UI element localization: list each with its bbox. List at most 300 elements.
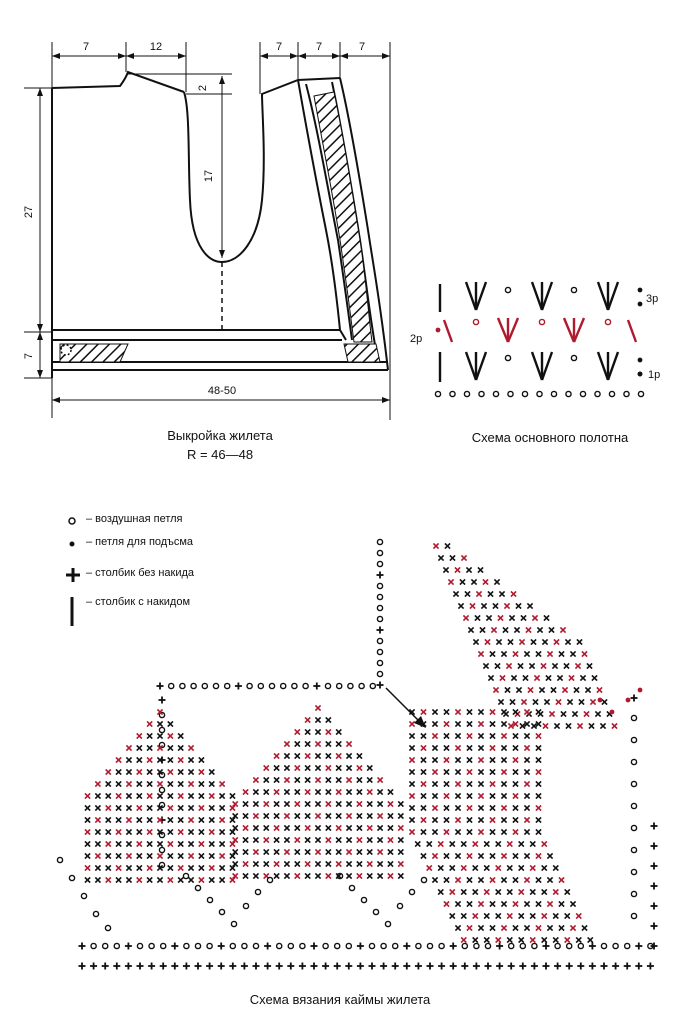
cross-stitch-mark	[467, 745, 472, 750]
sc-stitch-mark	[171, 943, 178, 950]
cross-stitch-mark	[536, 757, 541, 762]
cross-stitch-mark	[178, 793, 183, 798]
cross-stitch-mark	[473, 937, 478, 942]
cross-stitch-mark	[513, 709, 518, 714]
cross-stitch-mark	[455, 757, 460, 762]
cross-stitch-mark	[577, 723, 582, 728]
cross-stitch-mark	[315, 717, 320, 722]
cross-stitch-mark	[188, 829, 193, 834]
cross-stitch-mark	[253, 825, 258, 830]
sc-stitch-mark	[218, 963, 225, 970]
cross-stitch-mark	[295, 849, 300, 854]
cross-stitch-mark	[438, 555, 443, 560]
air-loop-mark	[303, 683, 308, 688]
cross-stitch-mark	[467, 829, 472, 834]
cross-stitch-mark	[536, 805, 541, 810]
cross-stitch-mark	[178, 733, 183, 738]
cross-stitch-mark	[432, 769, 437, 774]
cross-stitch-mark	[483, 663, 488, 668]
air-loop-mark	[81, 893, 86, 898]
cross-stitch-mark	[95, 853, 100, 858]
dc-fan-mark	[466, 352, 486, 380]
cross-stitch-mark	[455, 745, 460, 750]
cross-stitch-mark	[444, 877, 449, 882]
air-loop-mark	[566, 391, 571, 396]
cross-stitch-mark	[481, 603, 486, 608]
sc-stitch-mark	[160, 963, 167, 970]
air-loop-mark	[103, 943, 108, 948]
cross-stitch-mark	[274, 765, 279, 770]
cross-stitch-mark	[524, 793, 529, 798]
legend-air-loop-text: – воздушная петля	[86, 513, 183, 525]
cross-stitch-mark	[305, 825, 310, 830]
cross-stitch-mark	[467, 901, 472, 906]
air-loop-mark	[638, 391, 643, 396]
air-loop-mark	[191, 683, 196, 688]
cross-stitch-mark	[552, 663, 557, 668]
cross-stitch-mark	[367, 801, 372, 806]
cross-stitch-mark	[336, 765, 341, 770]
cross-stitch-mark	[199, 805, 204, 810]
cross-stitch-mark	[95, 805, 100, 810]
cross-stitch-mark	[467, 769, 472, 774]
cross-stitch-mark	[137, 793, 142, 798]
cross-stitch-mark	[284, 741, 289, 746]
air-loop-mark	[255, 889, 260, 894]
cross-stitch-mark	[490, 733, 495, 738]
cross-stitch-mark	[500, 675, 505, 680]
sc-stitch-mark	[543, 943, 550, 950]
cross-stitch-mark	[536, 817, 541, 822]
dim-shoulder-drop: 2	[197, 84, 209, 92]
cross-stitch-mark	[536, 829, 541, 834]
cross-stitch-mark	[450, 865, 455, 870]
cross-stitch-mark	[532, 615, 537, 620]
cross-stitch-mark	[475, 615, 480, 620]
cross-stitch-mark	[494, 579, 499, 584]
cross-stitch-mark	[432, 853, 437, 858]
cross-stitch-mark	[513, 925, 518, 930]
cross-stitch-mark	[199, 829, 204, 834]
legend-symbols	[66, 518, 80, 626]
sc-stitch-mark	[577, 963, 584, 970]
cross-stitch-mark	[526, 627, 531, 632]
cross-stitch-mark	[126, 781, 131, 786]
cross-stitch-mark	[471, 579, 476, 584]
sc-stitch-mark	[450, 963, 457, 970]
cross-stitch-mark	[530, 889, 535, 894]
sc-stitch-mark	[125, 943, 132, 950]
cross-stitch-mark	[398, 849, 403, 854]
cross-stitch-mark	[367, 813, 372, 818]
air-loop-mark	[555, 943, 560, 948]
sc-stitch-mark	[635, 963, 642, 970]
cross-stitch-mark	[95, 781, 100, 786]
cross-stitch-mark	[511, 675, 516, 680]
cross-stitch-mark	[357, 825, 362, 830]
cross-stitch-mark	[480, 627, 485, 632]
cross-stitch-mark	[562, 687, 567, 692]
cross-stitch-mark	[444, 721, 449, 726]
cross-stitch-mark	[367, 873, 372, 878]
air-loop-mark	[349, 885, 354, 890]
cross-stitch-mark	[432, 817, 437, 822]
sc-stitch-mark	[264, 963, 271, 970]
cross-stitch-mark	[587, 663, 592, 668]
cross-stitch-mark	[493, 687, 498, 692]
sc-stitch-mark	[377, 682, 384, 689]
cross-stitch-mark	[455, 709, 460, 714]
cross-stitch-mark	[106, 853, 111, 858]
cross-stitch-mark	[253, 849, 258, 854]
cross-stitch-mark	[507, 913, 512, 918]
dim-border: 7	[23, 352, 35, 360]
air-loop-mark	[421, 877, 426, 882]
sc-stitch-mark	[148, 963, 155, 970]
dim-right3: 7	[358, 41, 366, 53]
border-scheme-caption: Схема вязания каймы жилета	[249, 992, 431, 1007]
cross-stitch-mark	[357, 873, 362, 878]
cross-stitch-mark	[243, 801, 248, 806]
cross-stitch-mark	[305, 861, 310, 866]
cross-stitch-mark	[534, 675, 539, 680]
sc-stitch-mark	[589, 963, 596, 970]
cross-stitch-mark	[147, 829, 152, 834]
cross-stitch-mark	[336, 849, 341, 854]
cross-stitch-mark	[274, 825, 279, 830]
cross-stitch-mark	[147, 769, 152, 774]
cross-stitch-mark	[295, 765, 300, 770]
cross-stitch-mark	[565, 889, 570, 894]
cross-stitch-mark	[444, 805, 449, 810]
cross-stitch-mark	[491, 627, 496, 632]
sc-stitch-mark	[508, 963, 515, 970]
cross-stitch-mark	[326, 717, 331, 722]
cross-stitch-mark	[168, 745, 173, 750]
cross-stitch-mark	[432, 829, 437, 834]
cross-stitch-mark	[524, 769, 529, 774]
cross-stitch-mark	[521, 615, 526, 620]
sc-stitch-mark	[171, 963, 178, 970]
cross-stitch-mark	[455, 853, 460, 858]
air-loop-mark	[337, 683, 342, 688]
air-loop-mark	[137, 943, 142, 948]
cross-stitch-mark	[178, 841, 183, 846]
cross-stitch-mark	[570, 651, 575, 656]
cross-stitch-mark	[478, 817, 483, 822]
cross-stitch-mark	[326, 765, 331, 770]
cross-stitch-mark	[209, 769, 214, 774]
sc-stitch-mark	[218, 943, 225, 950]
cross-stitch-mark	[519, 889, 524, 894]
cross-stitch-mark	[496, 639, 501, 644]
cross-stitch-mark	[168, 721, 173, 726]
cross-stitch-mark	[326, 861, 331, 866]
cross-stitch-mark	[357, 813, 362, 818]
cross-stitch-mark	[116, 829, 121, 834]
sc-stitch-mark	[519, 963, 526, 970]
cross-stitch-mark	[513, 781, 518, 786]
main-scheme-caption: Схема основного полотна	[471, 430, 629, 445]
cross-stitch-mark	[496, 865, 501, 870]
cross-stitch-mark	[490, 709, 495, 714]
cross-stitch-mark	[524, 817, 529, 822]
cross-stitch-mark	[461, 889, 466, 894]
cross-stitch-mark	[137, 829, 142, 834]
cross-stitch-mark	[147, 757, 152, 762]
cross-stitch-mark	[357, 753, 362, 758]
cross-stitch-mark	[409, 721, 414, 726]
cross-stitch-mark	[178, 757, 183, 762]
dc-fan-mark	[532, 352, 552, 380]
cross-stitch-mark	[537, 627, 542, 632]
cross-stitch-mark	[315, 705, 320, 710]
cross-stitch-mark	[501, 877, 506, 882]
dc-fan-mark	[498, 318, 518, 342]
cross-stitch-mark	[346, 801, 351, 806]
cross-stitch-mark	[519, 865, 524, 870]
cross-stitch-mark	[137, 865, 142, 870]
air-loop-mark	[631, 759, 636, 764]
cross-stitch-mark	[230, 793, 235, 798]
cross-stitch-mark	[569, 675, 574, 680]
dc-bar-mark	[444, 320, 452, 342]
cross-stitch-mark	[116, 781, 121, 786]
cross-stitch-mark	[473, 841, 478, 846]
dc-fan-mark	[532, 282, 552, 310]
cross-stitch-mark	[315, 765, 320, 770]
air-loop-mark	[377, 550, 382, 555]
cross-stitch-mark	[137, 769, 142, 774]
cross-stitch-mark	[467, 853, 472, 858]
sc-stitch-mark	[206, 963, 213, 970]
dim-top-left: 7	[82, 41, 90, 53]
cross-stitch-mark	[508, 639, 513, 644]
cross-stitch-mark	[501, 781, 506, 786]
cross-stitch-mark	[444, 757, 449, 762]
lift-loop-mark	[610, 710, 615, 715]
cross-stitch-mark	[95, 865, 100, 870]
cross-stitch-mark	[284, 837, 289, 842]
lift-loop-mark	[598, 698, 603, 703]
cross-stitch-mark	[511, 591, 516, 596]
cross-stitch-mark	[305, 789, 310, 794]
air-loop-mark	[377, 583, 382, 588]
sc-stitch-mark	[102, 963, 109, 970]
cross-stitch-mark	[438, 841, 443, 846]
cross-stitch-mark	[336, 741, 341, 746]
cross-stitch-mark	[209, 865, 214, 870]
cross-stitch-mark	[315, 873, 320, 878]
cross-stitch-mark	[137, 745, 142, 750]
air-loop-mark	[551, 391, 556, 396]
cross-stitch-mark	[85, 817, 90, 822]
cross-stitch-mark	[126, 841, 131, 846]
cross-stitch-mark	[421, 769, 426, 774]
cross-stitch-mark	[137, 805, 142, 810]
cross-stitch-mark	[580, 675, 585, 680]
cross-stitch-mark	[188, 853, 193, 858]
air-loop-mark	[361, 897, 366, 902]
cross-stitch-mark	[513, 901, 518, 906]
sc-stitch-mark	[496, 943, 503, 950]
air-loop-mark	[207, 943, 212, 948]
cross-stitch-mark	[346, 765, 351, 770]
cross-stitch-mark	[199, 877, 204, 882]
cross-stitch-mark	[106, 877, 111, 882]
legend-dc-text: – столбик с накидом	[86, 596, 191, 608]
cross-stitch-mark	[421, 757, 426, 762]
cross-stitch-mark	[274, 837, 279, 842]
cross-stitch-mark	[444, 901, 449, 906]
cross-stitch-mark	[529, 663, 534, 668]
cross-stitch-mark	[157, 853, 162, 858]
cross-stitch-mark	[409, 745, 414, 750]
cross-stitch-mark	[326, 825, 331, 830]
cross-stitch-mark	[524, 853, 529, 858]
cross-stitch-mark	[147, 805, 152, 810]
cross-stitch-mark	[566, 723, 571, 728]
cross-stitch-mark	[106, 769, 111, 774]
cross-stitch-mark	[106, 829, 111, 834]
cross-stitch-mark	[463, 615, 468, 620]
cross-stitch-mark	[602, 699, 607, 704]
air-loop-mark	[69, 875, 74, 880]
cross-stitch-mark	[433, 543, 438, 548]
cross-stitch-mark	[450, 555, 455, 560]
cross-stitch-mark	[496, 913, 501, 918]
air-loop-mark	[258, 683, 263, 688]
sc-stitch-mark	[264, 943, 271, 950]
sc-stitch-mark	[403, 963, 410, 970]
cross-stitch-mark	[524, 651, 529, 656]
air-loop-mark	[230, 943, 235, 948]
cross-stitch-mark	[209, 877, 214, 882]
cross-stitch-mark	[137, 817, 142, 822]
air-loop-mark	[631, 847, 636, 852]
cross-stitch-mark	[199, 757, 204, 762]
cross-stitch-mark	[519, 937, 524, 942]
cross-stitch-mark	[432, 805, 437, 810]
cross-stitch-mark	[478, 733, 483, 738]
cross-stitch-mark	[576, 913, 581, 918]
air-loop-mark	[243, 903, 248, 908]
cross-stitch-mark	[597, 687, 602, 692]
lift-loop-mark	[638, 302, 643, 307]
cross-stitch-mark	[188, 745, 193, 750]
sc-stitch-mark	[651, 923, 658, 930]
cross-stitch-mark	[582, 651, 587, 656]
cross-stitch-mark	[315, 753, 320, 758]
air-loop-mark	[377, 594, 382, 599]
cross-stitch-mark	[253, 813, 258, 818]
cross-stitch-mark	[378, 801, 383, 806]
cross-stitch-mark	[553, 865, 558, 870]
cross-stitch-mark	[473, 865, 478, 870]
cross-stitch-mark	[530, 937, 535, 942]
cross-stitch-mark	[116, 769, 121, 774]
cross-stitch-mark	[106, 781, 111, 786]
cross-stitch-mark	[409, 817, 414, 822]
cross-stitch-mark	[243, 813, 248, 818]
pattern-caption: Выкройка жилета	[167, 428, 273, 443]
cross-stitch-mark	[188, 877, 193, 882]
cross-stitch-mark	[178, 769, 183, 774]
cross-stitch-mark	[524, 829, 529, 834]
cross-stitch-mark	[188, 841, 193, 846]
cross-stitch-mark	[264, 813, 269, 818]
cross-stitch-mark	[378, 849, 383, 854]
cross-stitch-mark	[516, 603, 521, 608]
cross-stitch-mark	[470, 603, 475, 608]
air-loop-mark	[348, 683, 353, 688]
cross-stitch-mark	[264, 777, 269, 782]
air-loop-mark	[393, 943, 398, 948]
sc-stitch-mark	[647, 963, 654, 970]
cross-stitch-mark	[455, 781, 460, 786]
sc-stitch-mark	[450, 943, 457, 950]
cross-stitch-mark	[398, 837, 403, 842]
cross-stitch-mark	[346, 741, 351, 746]
cross-stitch-mark	[478, 709, 483, 714]
air-loop-mark	[377, 605, 382, 610]
cross-stitch-mark	[336, 789, 341, 794]
cross-stitch-mark	[565, 913, 570, 918]
cross-stitch-mark	[305, 813, 310, 818]
cross-stitch-mark	[421, 805, 426, 810]
cross-stitch-mark	[450, 913, 455, 918]
dim-bottom-width: 48-50	[207, 385, 237, 397]
cross-stitch-mark	[126, 865, 131, 870]
cross-stitch-mark	[295, 837, 300, 842]
sc-plus-icon	[66, 568, 80, 582]
cross-stitch-mark	[455, 721, 460, 726]
cross-stitch-mark	[490, 793, 495, 798]
size-caption: R = 46—48	[186, 447, 254, 462]
air-loop-mark	[105, 925, 110, 930]
cross-stitch-mark	[315, 729, 320, 734]
cross-stitch-mark	[388, 801, 393, 806]
cross-stitch-mark	[388, 861, 393, 866]
cross-stitch-mark	[432, 745, 437, 750]
sc-stitch-mark	[345, 963, 352, 970]
cross-stitch-mark	[253, 861, 258, 866]
cross-stitch-mark	[478, 567, 483, 572]
air-loop-mark	[439, 943, 444, 948]
cross-stitch-mark	[467, 721, 472, 726]
air-loop-mark	[505, 287, 510, 292]
sc-stitch-mark	[438, 963, 445, 970]
sc-stitch-mark	[612, 963, 619, 970]
cross-stitch-mark	[501, 805, 506, 810]
cross-stitch-mark	[501, 925, 506, 930]
cross-stitch-mark	[445, 543, 450, 548]
cross-stitch-mark	[157, 781, 162, 786]
cross-stitch-mark	[147, 853, 152, 858]
air-loop-mark	[281, 683, 286, 688]
cross-stitch-mark	[220, 865, 225, 870]
cross-stitch-mark	[264, 801, 269, 806]
cross-stitch-mark	[178, 829, 183, 834]
cross-stitch-mark	[264, 765, 269, 770]
cross-stitch-mark	[524, 733, 529, 738]
cross-stitch-mark	[444, 793, 449, 798]
dim-right2: 7	[315, 41, 323, 53]
cross-stitch-mark	[519, 913, 524, 918]
cross-stitch-mark	[490, 901, 495, 906]
legend-lift-loop-text: – петля для подъсма	[86, 536, 194, 548]
air-loop-mark	[377, 638, 382, 643]
